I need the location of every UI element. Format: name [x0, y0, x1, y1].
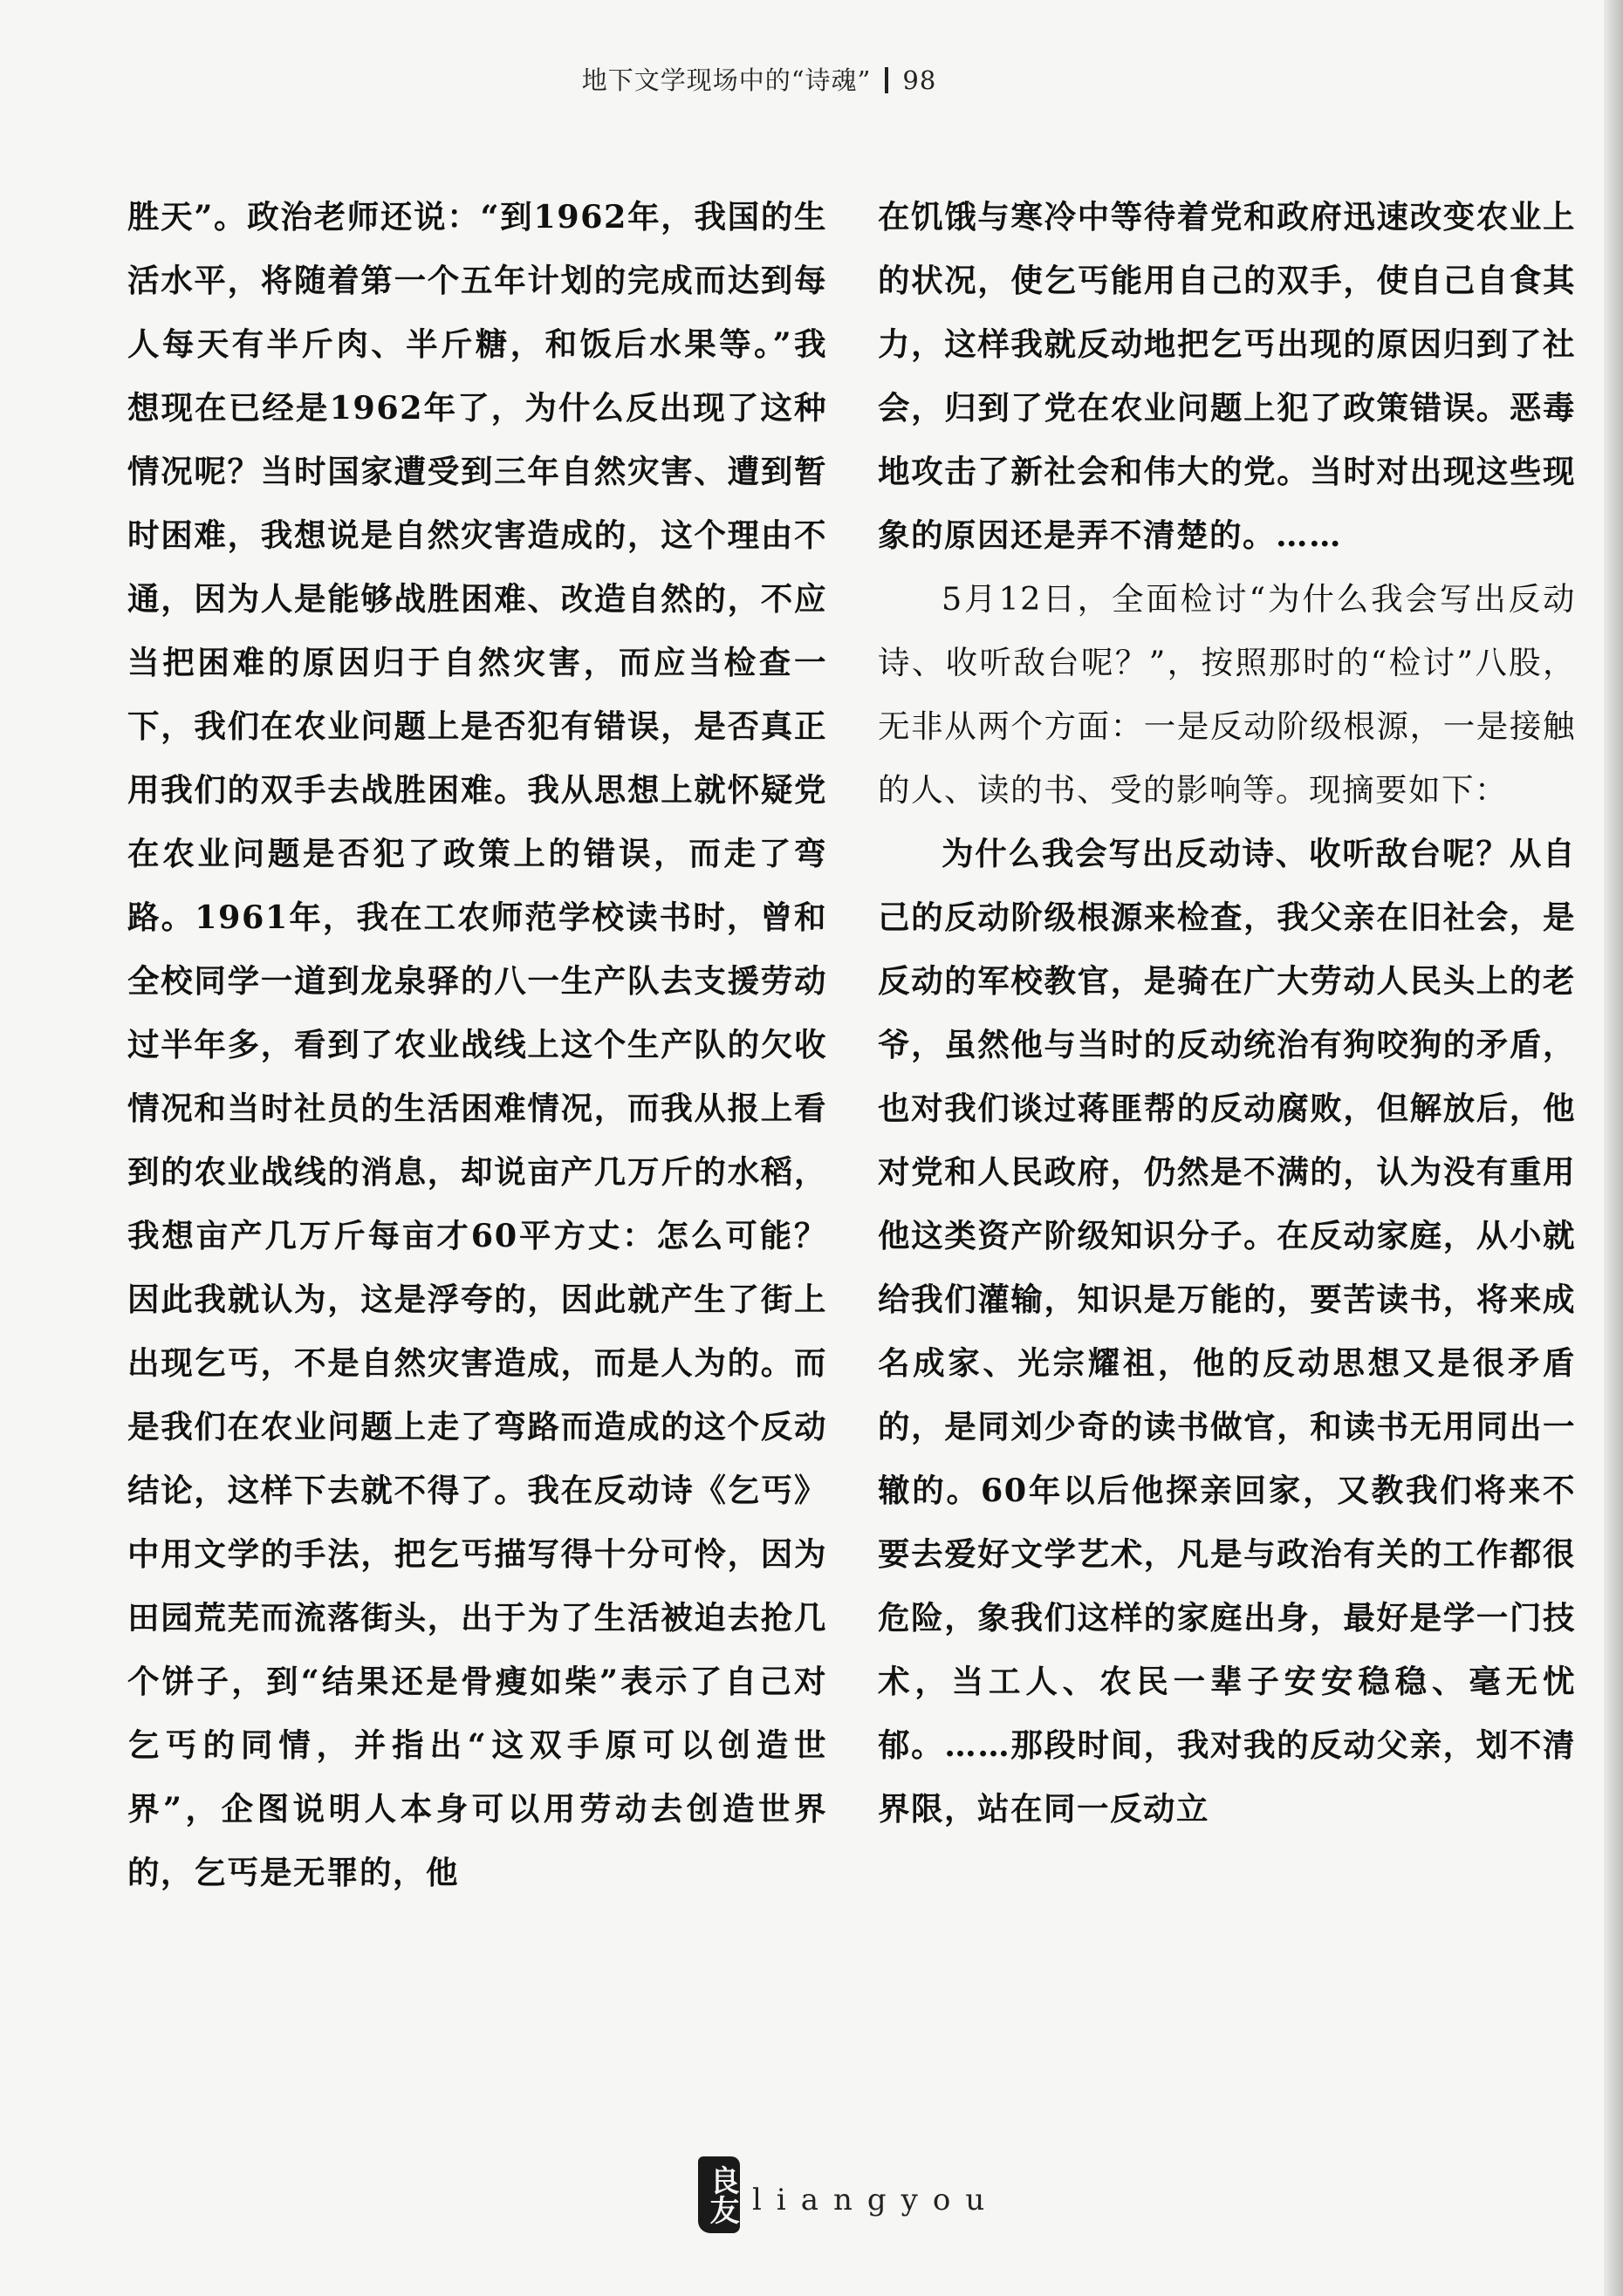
header-divider	[885, 67, 888, 93]
liangyou-logo: 良友	[698, 2156, 740, 2233]
left-paragraph-1: 胜天”。政治老师还说：“到1962年，我国的生活水平，将随着第一个五年计划的完成而达到每人每天有半斤肉、半斤糖，和饭后水果等。”我想现在已经是1962年了，为什么反出现了这种情况呢？当时国家遭受到三年自然灾害、遭到暂时困难，我想说是自然灾害造成的，这个理由不通，因为人是能够战胜困难、改造自然的，不应当把困难的原因归于自然灾害，而应当检查一下，我们在农业问题上是否犯有错误，是否真正用我们的双手去战胜困难。我从思想上就怀疑党在农业问题是否犯了政策上的错误，而走了弯路。1961年，我在工农师范学校读书时，曾和全校同学一道到龙泉驿的八一生产队去支援劳动过半年多，看到了农业战线上这个生产队的欠收情况和当时社员的生活困难情况，而我从报上看到的农业战线的消息，却说亩产几万斤的水稻，我想亩产几万斤每亩才60平方丈：怎么可能？因此我就认为，这是浮夸的，因此就产生了街上出现乞丐，不是自然灾害造成，而是人为的。而是我们在农业问题上走了弯路而造成的这个反动结论，这样下去就不得了。我在反动诗《乞丐》中用文学的手法，把乞丐描写得十分可怜，因为田园荒芜而流落街头，出于为了生活被迫去抢几个饼子，到“结果还是骨瘦如柴”表示了自己对乞丐的同情，并指出“这双手原可以创造世界”，企图说明人本身可以用劳动去创造世界的，乞丐是无罪的，他	[127, 198, 827, 1891]
right-paragraph-2: 5月12日，全面检讨“为什么我会写出反动诗、收听敌台呢？”，按照那时的“检讨”八股，无非从两个方面：一是反动阶级根源，一是接触的人、读的书、受的影响等。现摘要如下：	[878, 580, 1576, 809]
left-text-column	[127, 185, 827, 2130]
header-title: 地下文学现场中的“诗魂”	[581, 65, 872, 95]
page-number: 98	[902, 65, 937, 95]
running-header	[0, 61, 1518, 97]
right-paragraph-3: 为什么我会写出反动诗、收听敌台呢？从自己的反动阶级根源来检查，我父亲在旧社会，是反动的军校教官，是骑在广大劳动人民头上的老爷，虽然他与当时的反动统治有狗咬狗的矛盾，也对我们谈过蒋匪帮的反动腐败，但解放后，他对党和人民政府，仍然是不满的，认为没有重用他这类资产阶级知识分子。在反动家庭，从小就给我们灌输，知识是万能的，要苦读书，将来成名成家、光宗耀祖，他的反动思想又是很矛盾的，是同刘少奇的读书做官，和读书无用同出一辙的。60年以后他探亲回家，又教我们将来不要去爱好文学艺术，凡是与政治有关的工作都很危险，象我们这样的家庭出身，最好是学一门技术，当工人、农民一辈子安安稳稳、毫无忧郁。……那段时间，我对我的反动父亲，划不清界限，站在同一反动立	[878, 835, 1576, 1828]
brand-name: liangyou	[752, 2183, 1000, 2217]
page-edge-shadow	[1604, 0, 1623, 2296]
right-paragraph-1: 在饥饿与寒冷中等待着党和政府迅速改变农业上的状况，使乞丐能用自己的双手，使自己自食其力，这样我就反动地把乞丐出现的原因归到了社会，归到了党在农业问题上犯了政策错误。恶毒地攻击了新社会和伟大的党。当时对出现这些现象的原因还是弄不清楚的。……	[878, 198, 1576, 554]
right-text-column	[878, 185, 1576, 2130]
